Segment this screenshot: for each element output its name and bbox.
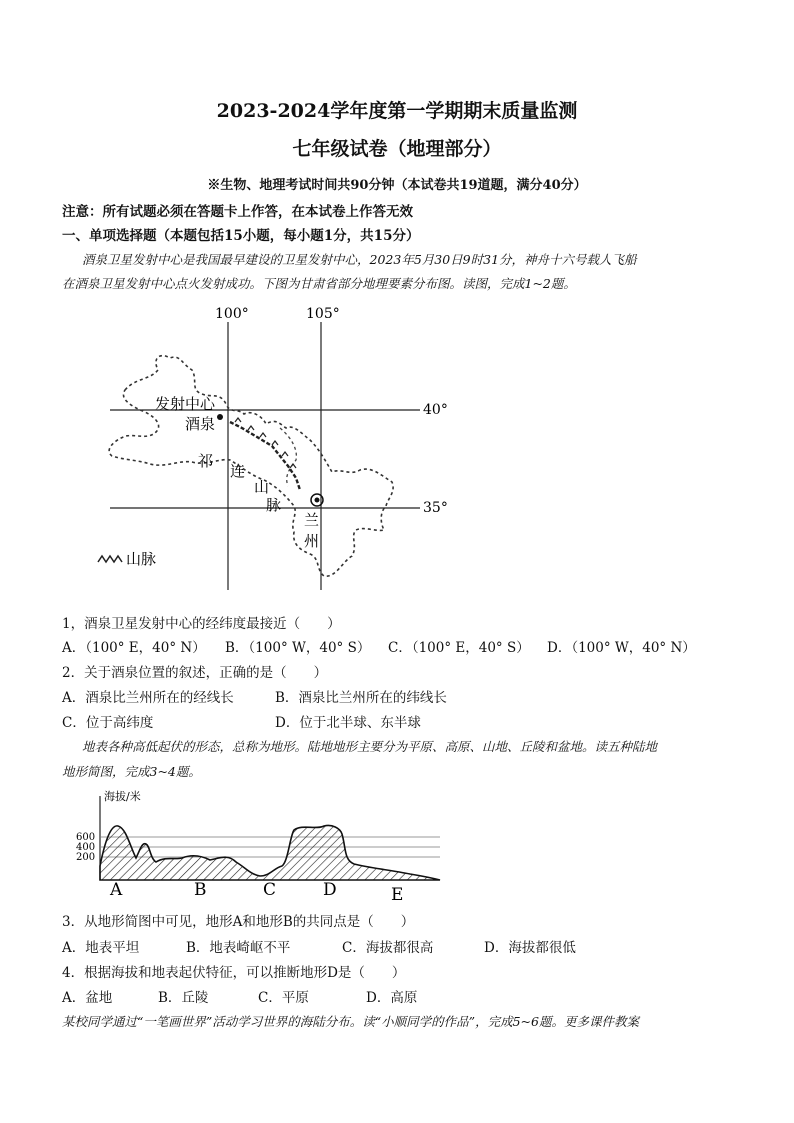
launch-center-dot <box>217 414 223 420</box>
q3-option-c: C．海拔都很高 <box>342 940 434 956</box>
page-subtitle: 七年级试卷（地理部分） <box>292 138 502 160</box>
lanzhou-symbol-inner <box>315 498 320 503</box>
q3-option-d: D．海拔都很低 <box>484 940 576 956</box>
q2-option-c: C．位于高纬度 <box>62 715 154 731</box>
terrain-label-e: E <box>391 885 404 902</box>
passage-1-line-2: 在酒泉卫星发射中心点火发射成功。下图为甘肃省部分地理要素分布图。读图，完成1~2题。 <box>62 276 576 291</box>
q4-option-d: D．高原 <box>366 990 418 1006</box>
q2-option-a: A．酒泉比兰州所在的经线长 <box>62 690 234 706</box>
exam-info: ※生物、地理考试时间共90分钟（本试卷共19道题，满分40分） <box>207 178 587 193</box>
q3-option-a: A．地表平坦 <box>62 940 140 956</box>
tick-label-400: 400 <box>76 842 96 853</box>
q4-option-b: B．丘陵 <box>158 990 209 1006</box>
profile-y-axis-label: 海拔/米 <box>104 790 141 803</box>
section-heading: 一、单项选择题（本题包括15小题，每小题1分，共15分） <box>62 228 420 244</box>
passage-3-line-1: 某校同学通过“一笔画世界”活动学习世界的海陆分布。读“小顺同学的作品”，完成5~6题。更多课件教案 <box>62 1014 639 1029</box>
mountain-legend-icon <box>98 556 122 562</box>
province-boundary <box>109 356 393 577</box>
passage-1-line-1: 酒泉卫星发射中心是我国最早建设的卫星发射中心，2023年5月30日9时31分，神舟十六号载人飞船 <box>82 252 637 267</box>
terrain-profile <box>70 784 450 902</box>
q1-option-b: B．（100° W，40° S） <box>225 640 371 656</box>
terrain-label-b: B <box>194 880 207 900</box>
q4-option-c: C．平原 <box>258 990 309 1006</box>
page-title: 2023-2024学年度第一学期期末质量监测 <box>216 100 578 122</box>
mai-label: 脉 <box>266 496 282 514</box>
lon-label-105: 105° <box>306 306 340 322</box>
gansu-map <box>80 300 480 590</box>
q2-option-b: B．酒泉比兰州所在的纬线长 <box>275 690 447 706</box>
terrain-label-d: D <box>323 880 337 900</box>
zhou-label: 州 <box>304 532 320 550</box>
shan-label: 山 <box>254 478 270 496</box>
passage-2-line-1: 地表各种高低起伏的形态，总称为地形。陆地地形主要分为平原、高原、山地、丘陵和盆地。读五种陆地 <box>82 739 658 754</box>
tick-label-200: 200 <box>76 852 96 863</box>
q3-option-b: B．地表崎岖不平 <box>186 940 291 956</box>
q1-option-c: C．（100° E，40° S） <box>388 640 530 656</box>
terrain-label-a: A <box>110 880 123 900</box>
lan-label: 兰 <box>304 511 320 529</box>
lian-label: 连 <box>230 462 246 480</box>
jiuquan-label: 酒泉 <box>185 415 216 433</box>
q1-option-a: A．（100° E，40° N） <box>62 640 206 656</box>
notice: 注意：所有试题必须在答题卡上作答，在本试卷上作答无效 <box>62 204 413 220</box>
launch-center-label: 发射中心 <box>155 395 216 413</box>
terrain-fill <box>100 825 440 880</box>
legend-label: 山脉 <box>126 550 157 568</box>
q2-option-d: D．位于北半球、东半球 <box>275 715 421 731</box>
lon-label-100: 100° <box>215 306 249 322</box>
lat-label-40: 40° <box>423 402 448 418</box>
region-boundary <box>280 428 296 486</box>
qi-label: 祁 <box>198 452 214 470</box>
mountain-ticks <box>235 418 296 468</box>
q4-option-a: A．盆地 <box>62 990 113 1006</box>
q1-option-d: D．（100° W，40° N） <box>547 640 696 656</box>
tick-label-600: 600 <box>76 832 96 843</box>
terrain-label-c: C <box>263 880 277 900</box>
question-3-stem: 3．从地形简图中可见，地形A和地形B的共同点是（ ） <box>62 914 415 930</box>
question-2-stem: 2．关于酒泉位置的叙述，正确的是（ ） <box>62 665 328 681</box>
lat-label-35: 35° <box>423 500 448 516</box>
question-4-stem: 4．根据海拔和地表起伏特征，可以推断地形D是（ ） <box>62 965 406 981</box>
question-1-stem: 1，酒泉卫星发射中心的经纬度最接近（ ） <box>62 616 341 632</box>
passage-2-line-2: 地形简图，完成3~4题。 <box>62 764 201 779</box>
